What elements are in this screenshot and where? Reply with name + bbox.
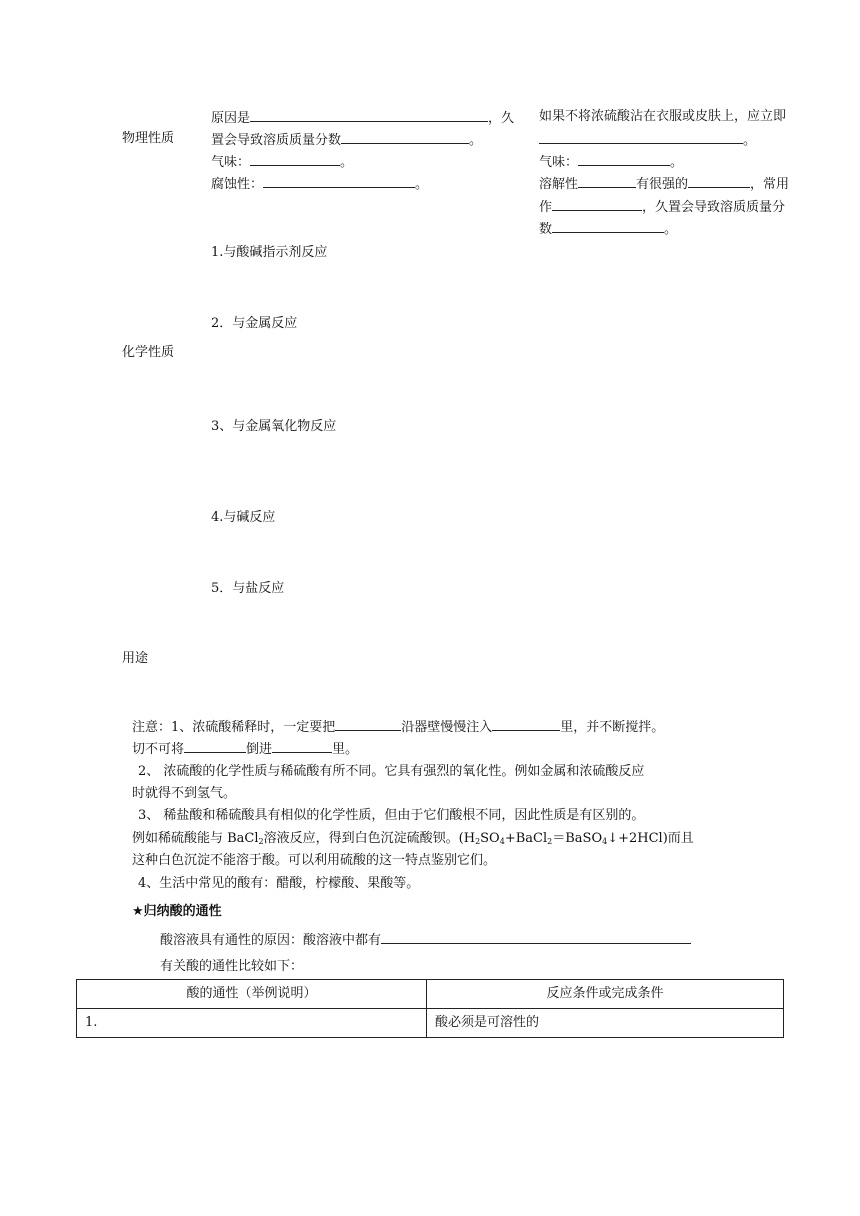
physical-col2-line2: 。 <box>539 128 756 152</box>
blank-corrosiveness[interactable] <box>263 172 415 188</box>
blank-usage[interactable] <box>552 195 642 211</box>
blank-into-what[interactable] <box>492 715 560 731</box>
physical-col2-line1: 如果不将浓硫酸沾在衣服或皮肤上，应立即 <box>539 109 787 124</box>
blank-mass-fraction-2[interactable] <box>552 217 664 233</box>
physical-label: 物理性质 <box>122 131 175 146</box>
physical-col2-line5: 作 ，久置会导致溶质质量分 <box>539 195 785 219</box>
blank-property[interactable] <box>688 172 750 188</box>
blank-mass-fraction[interactable] <box>341 128 469 144</box>
physical-col1-line2: 置会导致溶质质量分数 。 <box>211 128 482 152</box>
table-header-row <box>77 980 784 1009</box>
chemical-item-3: 3、与金属氧化物反应 <box>211 419 337 434</box>
note-line-5: 3、 稀盐酸和稀硫酸具有相似的化学性质，但由于它们酸根不同，因此性质是有区别的。 <box>138 808 645 823</box>
note-line-4: 时就得不到氢气。 <box>132 786 237 801</box>
blank-solubility[interactable] <box>578 172 636 188</box>
physical-col1-line1: 原因是 ，久 <box>211 106 514 130</box>
summary-title: ★归纳酸的通性 <box>132 904 222 919</box>
blank-common-ion[interactable] <box>381 928 691 944</box>
blank-never-pour[interactable] <box>184 737 246 753</box>
note-line-1: 注意：1、浓硫酸稀释时，一定要把 沿器壁慢慢注入 里，并不断搅拌。 <box>132 715 664 739</box>
note-line-8: 4、生活中常见的酸有：醋酸，柠檬酸、果酸等。 <box>138 876 420 891</box>
chemical-item-2: 2．与金属反应 <box>211 316 298 331</box>
note-line-7: 这种白色沉淀不能溶于酸。可以利用硫酸的这一特点鉴别它们。 <box>132 853 497 868</box>
chemical-item-5: 5．与盐反应 <box>211 581 285 596</box>
summary-reason: 酸溶液具有通性的原因：酸溶液中都有 <box>160 928 691 952</box>
table-cell-condition[interactable]: 酸必须是可溶性的 <box>427 1009 784 1038</box>
chemical-label: 化学性质 <box>122 345 175 360</box>
physical-col1-line4: 腐蚀性： 。 <box>211 172 428 196</box>
table-cell-property[interactable]: 1. <box>77 1009 427 1038</box>
chemical-item-1: 1.与酸碱指示剂反应 <box>211 245 328 260</box>
uses-label: 用途 <box>122 651 149 666</box>
acid-properties-table <box>76 979 784 1038</box>
table-row <box>77 1009 784 1038</box>
note-line-3: 2、 浓硫酸的化学性质与稀硫酸有所不同。它具有强烈的氧化性。例如金属和浓硫酸反应 <box>138 764 645 779</box>
table-header-property: 酸的通性（举例说明） <box>77 980 427 1009</box>
blank-odor-2[interactable] <box>578 150 670 166</box>
blank-dilute-what[interactable] <box>335 715 401 731</box>
chemical-item-4: 4.与碱反应 <box>211 510 276 525</box>
note-line-2: 切不可将 倒进 里。 <box>132 737 358 761</box>
physical-col1-line3: 气味： 。 <box>211 150 353 174</box>
table-header-condition: 反应条件或完成条件 <box>427 980 784 1009</box>
blank-into[interactable] <box>272 737 332 753</box>
physical-col2-line6: 数 。 <box>539 217 677 241</box>
summary-intro: 有关酸的通性比较如下： <box>160 959 304 974</box>
blank-first-aid[interactable] <box>539 128 743 144</box>
blank-odor[interactable] <box>250 150 340 166</box>
physical-col2-line4: 溶解性 有很强的 ，常用 <box>539 172 789 196</box>
blank-reason[interactable] <box>250 106 488 122</box>
physical-col2-line3: 气味： 。 <box>539 150 683 174</box>
note-line-6: 例如稀硫酸能与 BaCl$_2$溶液反应，得到白色沉淀硫酸钡。$(H_2SO_4+BaCl_2=BaSO_4↓+2HCl)$而且 <box>132 831 694 846</box>
